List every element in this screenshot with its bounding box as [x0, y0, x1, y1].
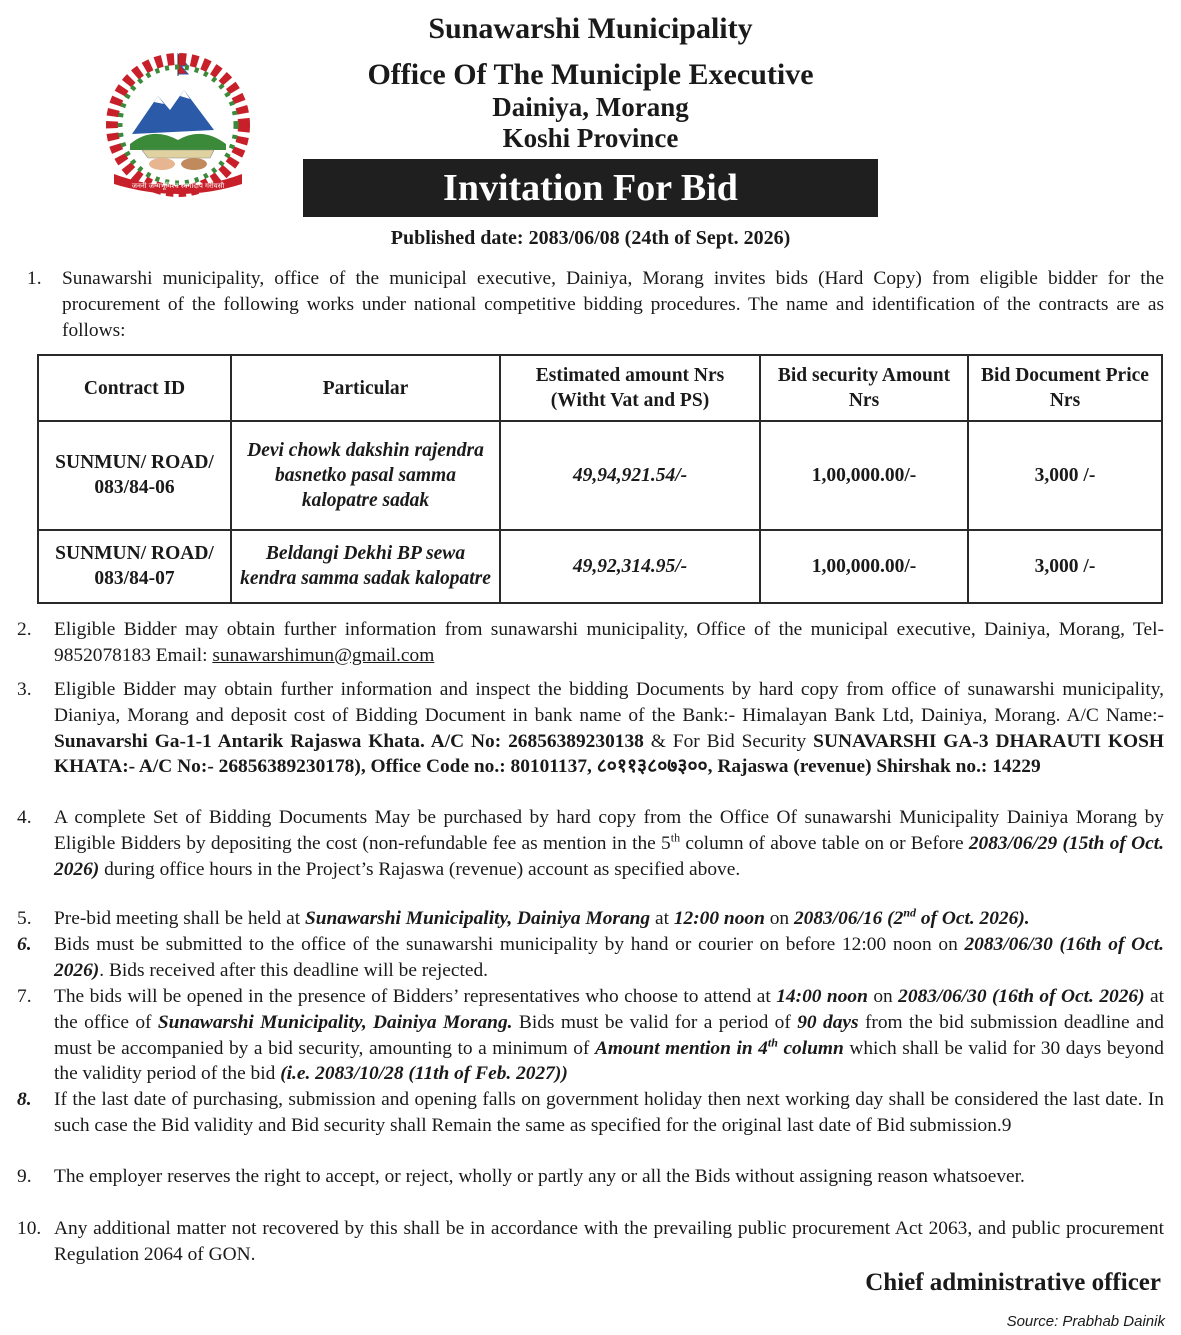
item-2-text: Eligible Bidder may obtain further information from sunawarshi municipality, Office of the municipal executive, Dainiya, Morang, Tel- 9852078183 Email: sunawarshimun@gmail.com [54, 619, 1164, 666]
item-number: 8. [17, 1089, 32, 1110]
item-4-text: A complete Set of Bidding Documents May be purchased by hard copy from the Office Of sunawarshi Municipality Dainiya Morang by Eligible Bidders by depositing the cost (non-refundable fee as mention in the 5th column of above table on or Before 2083/06/29 (15th of Oct. 2026) during office hours in the Project’s Rajaswa (revenue) account as specified above. [54, 807, 1164, 880]
item-number: 4. [17, 807, 32, 828]
particular: Beldangi Dekhi BP sewa kendra samma sadak kalopatre [231, 530, 500, 603]
item-7-text: The bids will be opened in the presence of Bidders’ representatives who choose to attend at 14:00 noon on 2083/06/30 (16th of Oct. 2026) at the office of Sunawarshi Municipality, Dainiya Morang. Bids must be valid for a period of 90 days from the bid submission deadline and must be accompanied by a bid security, amounting to a minimum of Amount mention in 4th column which shall be valid for 30 days beyond the validity period of the bid (i.e. 2083/10/28 (11th of Feb. 2027)) [54, 986, 1165, 1085]
estimated-amount: 49,94,921.54/- [500, 421, 760, 530]
item-8-text: If the last date of purchasing, submission and opening falls on government holiday then next working day shall be considered the last date. In such case the Bid validity and Bid security shall Remain the same as specified for the original last date of Bid submission.9 [54, 1089, 1164, 1136]
item-3-text: Eligible Bidder may obtain further information and inspect the bidding Documents by hard copy from office of sunawarshi municipality, Dianiya, Morang and deposit cost of Bidding Document in bank name of the Bank:- Himalayan Bank Ltd, Dainiya, Morang. A/C Name:- Sunavarshi Ga-1-1 Antarik Rajaswa Khata. A/C No: 26856389230138 & For Bid Security SUNAVARSHI GA-3 DHARAUTI KOSH KHATA:- A/C No:- 26856389230178), Office Code no.: 80101137, ८०११३८०७३००, Rajaswa (revenue) Shirshak no.: 14229 [54, 679, 1164, 778]
item-5-text: Pre-bid meeting shall be held at Sunawarshi Municipality, Dainiya Morang at 12:00 noon on 2083/06/16 (2nd of Oct. 2026). [54, 905, 1030, 929]
bid-security: 1,00,000.00/- [760, 421, 968, 530]
item-number: 5. [17, 908, 32, 929]
bid-security: 1,00,000.00/- [760, 530, 968, 603]
column-header: Bid security Amount Nrs [760, 355, 968, 421]
column-header: Particular [231, 355, 500, 421]
email-link[interactable]: sunawarshimun@gmail.com [212, 644, 435, 666]
table-header-row [38, 355, 1162, 421]
item-number: 3. [17, 679, 32, 700]
published-date: Published date: 2083/06/08 (24th of Sept. 2026) [390, 227, 791, 249]
province-line: Koshi Province [502, 123, 679, 153]
source-credit: Source: Prabhab Dainik [1006, 1313, 1165, 1330]
emblem-motto: जननी जन्मभूमिश्च स्वर्गादपि गरीयसी [131, 182, 225, 190]
estimated-amount: 49,92,314.95/- [500, 530, 760, 603]
item-9-text: The employer reserves the right to accept, or reject, wholly or partly any or all the Bids without assigning reason whatsoever. [54, 1166, 1025, 1187]
signature: Chief administrative officer [865, 1269, 1161, 1296]
table-row [38, 530, 1162, 603]
item-number: 9. [17, 1166, 32, 1187]
location-line: Dainiya, Morang [492, 92, 689, 122]
contract-id: SUNMUN/ ROAD/ 083/84-06 [38, 421, 231, 530]
column-header: Contract ID [38, 355, 231, 421]
item-number: 7. [17, 986, 32, 1007]
contracts-table [37, 354, 1163, 604]
item-1-text: Sunawarshi municipality, office of the municipal executive, Dainiya, Morang invites bids (Hard Copy) from eligible bidder for the procurement of the following works under national competitive bidding procedures. The name and identification of the contracts are as follows: [62, 268, 1164, 341]
item-number: 6. [17, 934, 32, 955]
column-header: Estimated amount Nrs (Witht Vat and PS) [500, 355, 760, 421]
item-number: 2. [17, 619, 32, 640]
invitation-banner: Invitation For Bid [303, 159, 878, 217]
item-number: 1. [27, 268, 42, 289]
document-price: 3,000 /- [968, 530, 1162, 603]
table-row [38, 421, 1162, 530]
document-price: 3,000 /- [968, 421, 1162, 530]
column-header: Bid Document Price Nrs [968, 355, 1162, 421]
municipality-title: Sunawarshi Municipality [428, 12, 753, 45]
item-number: 10. [17, 1218, 42, 1239]
contract-id: SUNMUN/ ROAD/ 083/84-07 [38, 530, 231, 603]
item-10-text: Any additional matter not recovered by this shall be in accordance with the prevailing public procurement Act 2063, and public procurement Regulation 2064 of GON. [54, 1218, 1164, 1265]
particular: Devi chowk dakshin rajendra basnetko pasal samma kalopatre sadak [231, 421, 500, 530]
item-6-text: Bids must be submitted to the office of the sunawarshi municipality by hand or courier on before 12:00 noon on 2083/06/30 (16th of Oct. 2026). Bids received after this deadline will be rejected. [54, 934, 1164, 981]
office-title: Office Of The Municiple Executive [367, 58, 814, 91]
